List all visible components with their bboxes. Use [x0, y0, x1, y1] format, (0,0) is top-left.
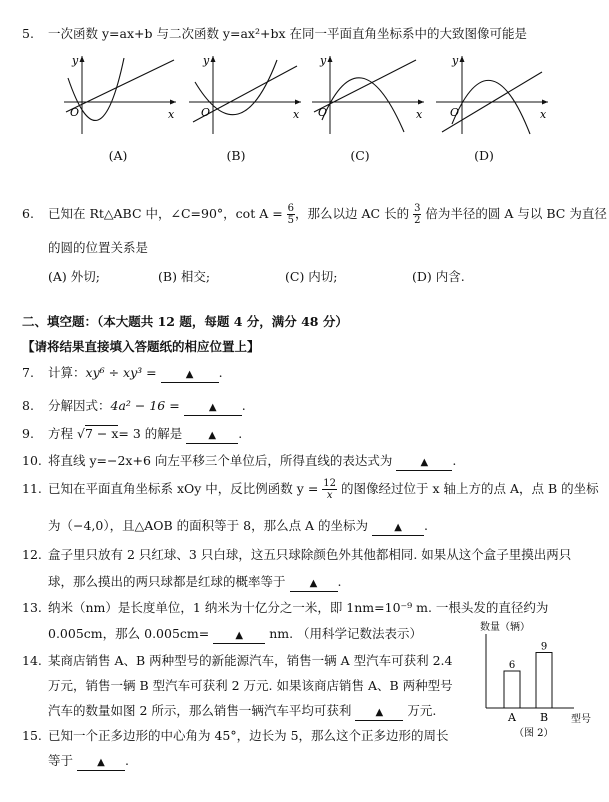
- answer-blank[interactable]: ▲: [372, 519, 424, 536]
- y-label: y: [452, 54, 459, 67]
- question-number: 6.: [22, 206, 34, 221]
- answer-blank[interactable]: ▲: [396, 454, 452, 471]
- question-8: 8. 分解因式：4a² − 16 = ▲ .: [22, 396, 246, 416]
- question-7: 7. 计算：xy⁶ ÷ xy³ = ▲ .: [22, 363, 223, 383]
- origin-label: O: [318, 106, 328, 119]
- straight-line: [314, 60, 416, 112]
- answer-blank[interactable]: ▲: [290, 575, 338, 592]
- category-label: B: [539, 711, 549, 724]
- y-label: y: [72, 54, 79, 67]
- question-number: 5.: [22, 26, 34, 41]
- graph-a-label: (A): [108, 148, 128, 163]
- q6-part1: 已知在 Rt△ABC 中，∠C=90°，cot A =: [48, 206, 283, 221]
- origin-label: O: [201, 106, 211, 119]
- answer-blank[interactable]: ▲: [184, 399, 242, 416]
- origin-label: O: [450, 106, 460, 119]
- question-10: 10. 将直线 y=−2x+6 向左平移三个单位后，所得直线的表达式为 ▲ .: [22, 451, 456, 471]
- fraction: $\frac{3}{2}$: [414, 203, 421, 226]
- graph-c: [308, 52, 428, 136]
- question-12-line2: 球，那么摸出的两只球都是红球的概率等于 ▲ .: [48, 572, 341, 592]
- sqrt-symbol: √7 − x: [77, 426, 119, 441]
- section-note: 【请将结果直接填入答题纸的相应位置上】: [22, 339, 260, 354]
- bar-B: [536, 653, 552, 709]
- parabola: [452, 80, 530, 134]
- fraction: $\frac{12}{x}$: [323, 478, 337, 501]
- origin-label: O: [70, 106, 80, 119]
- q6-part2: ，那么以边 AC 长的: [295, 206, 410, 221]
- question-5: [22, 24, 527, 42]
- category-label: A: [508, 711, 516, 724]
- bar-value-label: 9: [540, 641, 548, 653]
- answer-blank[interactable]: ▲: [186, 427, 238, 444]
- parabola: [322, 78, 404, 132]
- answer-blank[interactable]: ▲: [213, 627, 265, 644]
- graph-c-label: (C): [350, 148, 370, 163]
- question-9: 9. 方程 √7 − x= 3 的解是 ▲ .: [22, 424, 242, 444]
- y-label: y: [203, 54, 210, 67]
- graph-a: [60, 52, 180, 136]
- question-6: [22, 203, 607, 226]
- bar-value-label: 6: [508, 660, 516, 671]
- answer-blank[interactable]: ▲: [161, 366, 219, 383]
- option-b: (B) 相交;: [158, 269, 211, 284]
- q6-line2: 的圆的位置关系是: [48, 240, 149, 255]
- graph-b: [185, 52, 305, 136]
- question-14-line2: 万元，销售一辆 B 型汽车可获利 2 万元. 如果该商店销售 A、B 两种型号: [48, 678, 453, 693]
- question-15: 15. 已知一个正多边形的中心角为 45°，边长为 5，那么这个正多边形的周长: [22, 728, 449, 743]
- fraction: $\frac{6}{5}$: [287, 203, 295, 226]
- question-11-line2: 为（−4,0），且△AOB 的面积等于 8，那么点 A 的坐标为 ▲ .: [48, 516, 428, 536]
- option-d: (D) 内含.: [412, 269, 465, 284]
- question-12: 12. 盒子里只放有 2 只红球、3 只白球，这五只球除颜色外其他都相同. 如果从这个盒子里摸出两只: [22, 547, 572, 562]
- x-label: x: [416, 108, 423, 121]
- answer-blank[interactable]: ▲: [355, 704, 403, 721]
- option-a: (A) 外切;: [48, 269, 100, 284]
- graph-d-label: (D): [474, 148, 494, 163]
- graph-b-label: (B): [226, 148, 246, 163]
- question-14-line3: 汽车的数量如图 2 所示，那么销售一辆汽车平均可获利 ▲ 万元.: [48, 701, 436, 721]
- question-14: 14. 某商店销售 A、B 两种型号的新能源汽车，销售一辆 A 型汽车可获利 2.4: [22, 653, 453, 668]
- question-text: 一次函数 y=ax+b 与二次函数 y=ax²+bx 在同一平面直角坐标系中的大致图像可能是: [48, 26, 527, 41]
- y-label: y: [320, 54, 327, 67]
- bar-A: [504, 671, 520, 708]
- option-c: (C) 内切;: [285, 269, 338, 284]
- section-title: 二、填空题：（本大题共 12 题，每题 4 分，满分 48 分）: [22, 314, 348, 329]
- question-13-line2: 0.005cm，那么 0.005cm= ▲ nm. （用科学记数法表示）: [48, 624, 422, 644]
- question-13: 13. 纳米（nm）是长度单位，1 纳米为十亿分之一米，即 1nm=10⁻⁹ m. 一根头发的直径约为: [22, 600, 549, 615]
- figure-2-chart: [478, 618, 602, 742]
- x-label: x: [540, 108, 547, 121]
- answer-blank[interactable]: ▲: [77, 754, 125, 771]
- x-label: x: [293, 108, 300, 121]
- chart-ylabel: 数量（辆）: [480, 622, 530, 633]
- chart-caption: （图 2）: [514, 728, 554, 739]
- question-11: 11. 已知在平面直角坐标系 xOy 中，反比例函数 y = $\frac{12}{x}$ 的图像经过位于 x 轴上方的点 A，点 B 的坐标: [22, 478, 599, 501]
- graph-d: [432, 52, 552, 136]
- question-15-line2: 等于 ▲ .: [48, 751, 129, 771]
- chart-xlabel: 型号: [571, 714, 591, 725]
- q6-part3: 倍为半径的圆 A 与以 BC 为直径: [425, 206, 607, 221]
- x-label: x: [168, 108, 175, 121]
